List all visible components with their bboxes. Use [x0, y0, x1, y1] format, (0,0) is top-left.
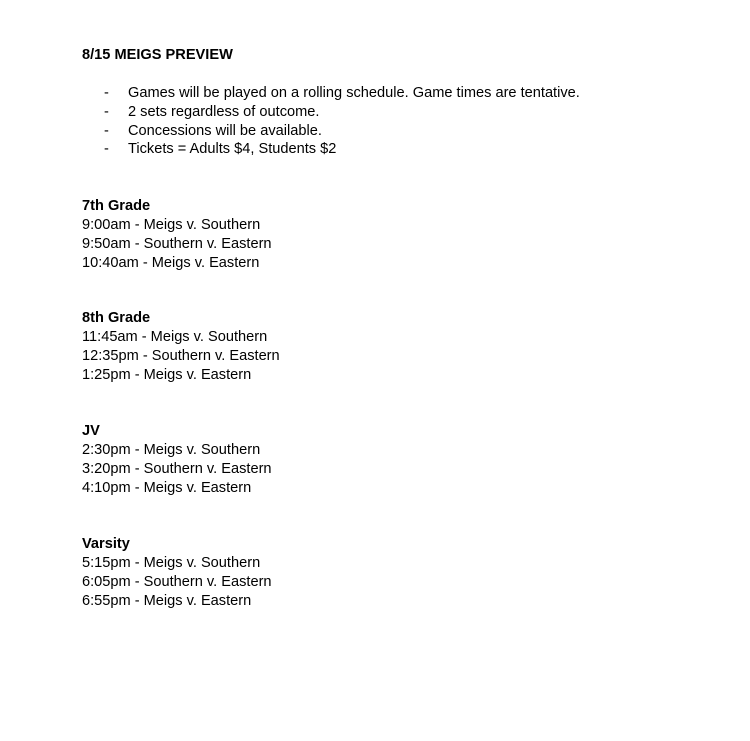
game-row: 9:00am - Meigs v. Southern	[82, 217, 261, 233]
note-concessions: Concessions will be available.	[128, 122, 322, 139]
section-heading: 7th Grade	[82, 198, 151, 214]
game-row: 1:25pm - Meigs v. Eastern	[82, 366, 252, 383]
game-row: 5:15pm - Meigs v. Southern	[82, 555, 261, 571]
document-title: 8/15 MEIGS PREVIEW	[82, 47, 233, 63]
section-heading: 8th Grade	[82, 310, 151, 326]
game-row: 9:50am - Southern v. Eastern	[82, 235, 272, 252]
game-row: 11:45am - Meigs v. Southern	[82, 329, 268, 345]
bullet-dash: -	[104, 122, 109, 139]
section-heading: Varsity	[82, 536, 130, 552]
bullet-dash: -	[104, 141, 109, 158]
section-varsity	[82, 535, 272, 610]
section-8th-grade	[82, 309, 280, 384]
game-row: 10:40am - Meigs v. Eastern	[82, 254, 260, 271]
bullet-dash: -	[104, 103, 109, 120]
game-row: 6:55pm - Meigs v. Eastern	[82, 592, 252, 609]
section-heading: JV	[82, 423, 100, 439]
game-row: 4:10pm - Meigs v. Eastern	[82, 479, 252, 496]
game-row: 6:05pm - Southern v. Eastern	[82, 573, 272, 590]
note-rolling-schedule: Games will be played on a rolling schedule. Game times are tentative.	[128, 85, 580, 101]
note-tickets: Tickets = Adults $4, Students $2	[128, 141, 337, 158]
section-jv	[82, 422, 272, 497]
game-row: 3:20pm - Southern v. Eastern	[82, 460, 272, 477]
game-row: 12:35pm - Southern v. Eastern	[82, 347, 280, 364]
section-7th-grade	[82, 197, 272, 272]
bullet-dash: -	[104, 85, 109, 101]
note-sets: 2 sets regardless of outcome.	[128, 103, 320, 120]
game-row: 2:30pm - Meigs v. Southern	[82, 442, 261, 458]
